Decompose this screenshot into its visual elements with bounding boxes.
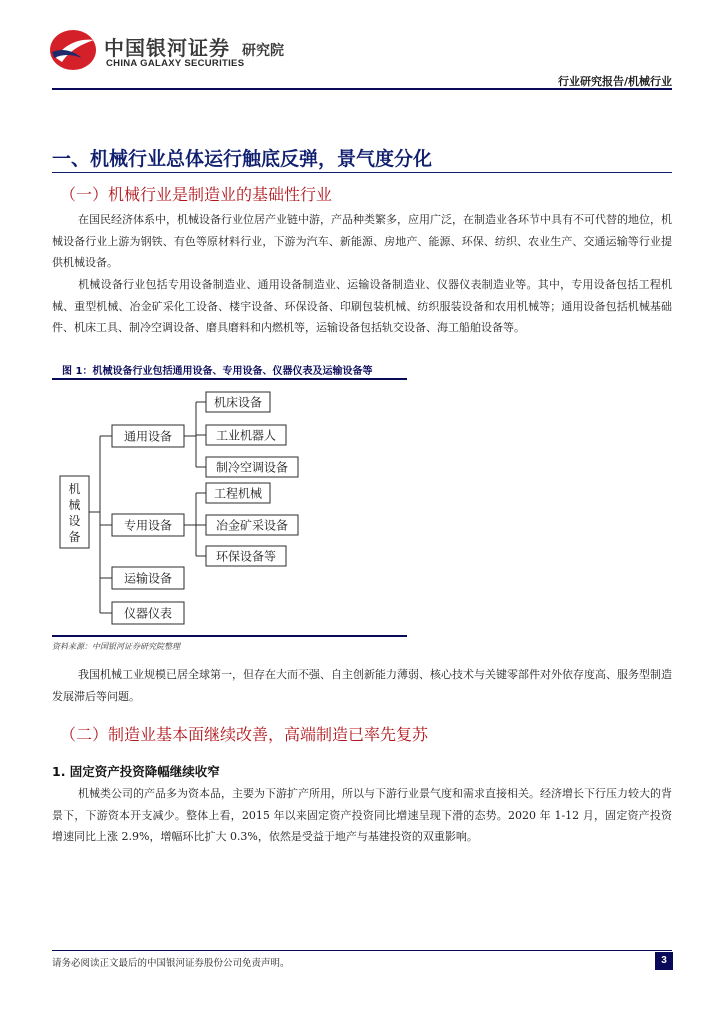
special-equipment-label: 专用设备 [123,518,173,533]
connector-general-trunk [184,402,196,467]
figure-bottom-rule [52,635,407,637]
connector-special-children [196,493,206,556]
root-node-char-1: 机 [68,482,81,496]
transport-equipment-label: 运输设备 [123,571,173,586]
industrial-robot-label: 工业机器人 [215,428,277,443]
footer-disclaimer: 请务必阅读正文最后的中国银河证券股份公司免责声明。 [52,958,290,969]
root-node-char-4: 备 [68,530,81,544]
paragraph-3-text: 我国机械工业规模已居全球第一，但存在大而不强、自主创新能力薄弱、核心技术与关键零部件对外依存度高、服务型制造发展滞后等问题。 [52,668,672,703]
metallurgy-mining-label: 冶金矿采设备 [215,518,289,533]
page-number: 3 [655,952,673,970]
root-node-char-3: 设 [68,514,81,528]
connector-general-children [196,402,206,467]
figure-source: 资料来源：中国银河证券研究院整理 [52,642,180,651]
paragraph-4 [52,783,672,848]
footer-divider [52,950,672,951]
paragraph-1 [52,209,672,274]
section-title-underline [52,172,672,173]
industry-tree-diagram [52,380,412,634]
subsubsection-title: 1. 固定资产投资降幅继续收窄 [52,764,220,779]
paragraph-2 [52,274,672,339]
machine-tool-label: 机床设备 [213,395,263,410]
environmental-equipment-label: 环保设备等 [215,549,277,564]
general-equipment-label: 通用设备 [123,429,173,444]
construction-machinery-label: 工程机械 [213,486,263,501]
galaxy-logo-icon [48,28,98,72]
subsection-title-1: （一）机械行业是制造业的基础性行业 [60,185,333,204]
logo-institute-name: 研究院 [242,43,284,59]
document-type: 行业研究报告/机械行业 [557,75,672,88]
subsection-title-2: （二）制造业基本面继续改善，高端制造已率先复苏 [60,725,429,744]
header-divider [52,88,672,90]
paragraph-2-text: 机械设备行业包括专用设备制造业、通用设备制造业、运输设备制造业、仪器仪表制造业等。其中，专用设备包括工程机械、重型机械、冶金矿采化工设备、楼宇设备、环保设备、印刷包装机械、纺织服装设备和农用机械等；通用设备包括机械基础件、机床工具、制冷空调设备、磨具磨料和内燃机等，运输设备包括轨交设备、海工船舶设备等。 [52,278,672,335]
paragraph-1-text: 在国民经济体系中，机械设备行业位居产业链中游，产品种类繁多，应用广泛，在制造业各环节中具有不可代替的地位，机械设备行业上游为钢铁、有色等原材料行业，下游为汽车、新能源、房地产、能源、环保、纺织、农业生产、交通运输等行业提供机械设备。 [52,213,672,270]
paragraph-4-text: 机械类公司的产品多为资本品，主要为下游扩产所用，所以与下游行业景气度和需求直接相关。经济增长下行压力较大的背景下，下游资本开支减少。整体上看，2015 年以来固定资产投资同比增速呈现下滑的态势。2020 年 1-12 月，固定资产投资增速同比上涨 2.9%，增幅环比扩大 0.3%，依然是受益于地产与基建投资的双重影响。 [52,787,672,844]
root-node-char-2: 械 [68,498,81,512]
figure-title: 图 1：机械设备行业包括通用设备、专用设备、仪器仪表及运输设备等 [62,366,373,377]
instrument-label: 仪器仪表 [123,606,173,621]
logo-english-name: CHINA GALAXY SECURITIES [106,58,245,69]
paragraph-3 [52,664,672,707]
section-title: 一、机械行业总体运行触底反弹，景气度分化 [52,148,433,170]
logo-company-name: 中国银河证券 [104,36,230,60]
connector-special-trunk [184,493,196,556]
refrigeration-label: 制冷空调设备 [215,460,289,475]
